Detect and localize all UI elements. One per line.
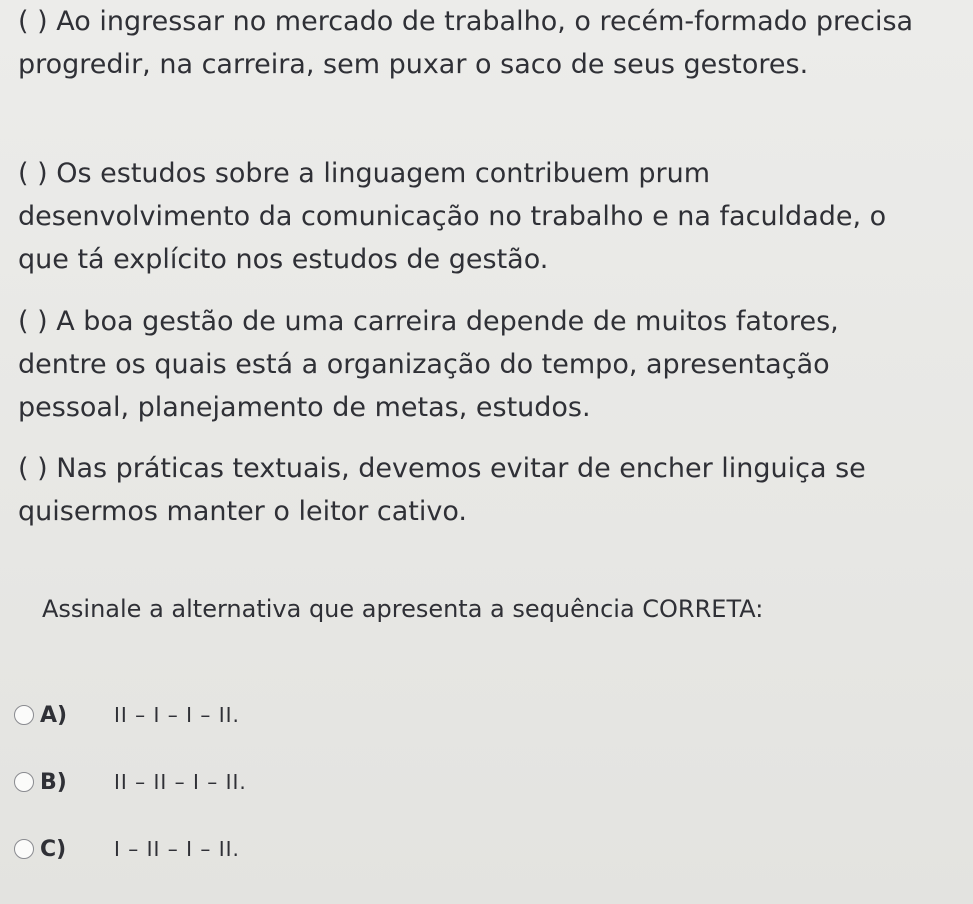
option-a[interactable] xyxy=(14,697,240,733)
statement-3 xyxy=(18,300,918,429)
option-b-radio[interactable] xyxy=(14,772,34,792)
option-c[interactable] xyxy=(14,831,240,867)
option-b-letter: B) xyxy=(40,769,67,795)
statement-2-text: Os estudos sobre a linguagem contribuem prum desenvolvimento da comunicação no trabalho e na faculdade, o que tá explícito nos estudos de gestão. xyxy=(18,158,887,275)
statement-3-text: A boa gestão de uma carreira depende de muitos fatores, dentre os quais está a organização do tempo, apresentação pessoal, planejamento de metas, estudos. xyxy=(18,306,839,423)
option-b-text: II – II – I – II. xyxy=(114,770,247,794)
option-a-letter: A) xyxy=(40,702,68,728)
statement-3-marker: ( ) xyxy=(18,306,48,337)
option-b[interactable] xyxy=(14,764,247,800)
statement-4-text: Nas práticas textuais, devemos evitar de encher linguiça se quisermos manter o leitor cativo. xyxy=(18,453,866,527)
statement-1-marker: ( ) xyxy=(18,6,48,37)
option-a-text: II – I – I – II. xyxy=(114,703,240,727)
question-prompt: Assinale a alternativa que apresenta a sequência CORRETA: xyxy=(42,595,764,623)
option-c-letter: C) xyxy=(40,836,67,862)
statement-4 xyxy=(18,447,918,533)
statement-2 xyxy=(18,152,918,281)
statement-2-marker: ( ) xyxy=(18,158,48,189)
option-c-text: I – II – I – II. xyxy=(114,837,240,861)
statement-1 xyxy=(18,0,918,86)
statement-1-text: Ao ingressar no mercado de trabalho, o recém-formado precisa progredir, na carreira, sem puxar o saco de seus gestores. xyxy=(18,6,914,80)
statement-4-marker: ( ) xyxy=(18,453,48,484)
option-c-radio[interactable] xyxy=(14,839,34,859)
option-a-radio[interactable] xyxy=(14,705,34,725)
